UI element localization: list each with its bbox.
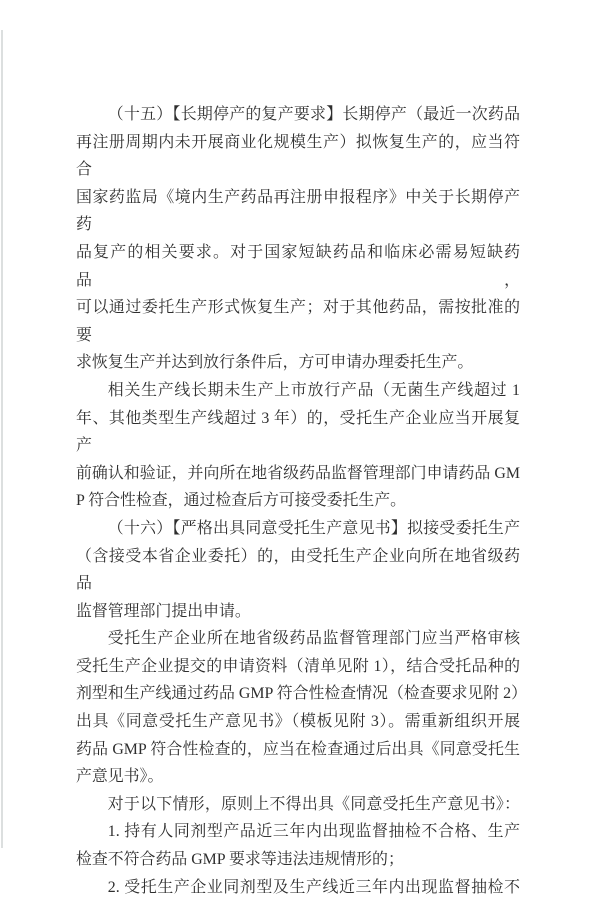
text-line: 2. 受托生产企业同剂型及生产线近三年内出现监督抽检不 — [107, 878, 520, 896]
text-line: （十六）【严格出具同意受托生产意见书】拟接受委托生产 — [107, 519, 520, 537]
text-line: 产意见书》。 — [76, 768, 164, 786]
text-line: 国家药监局《境内生产药品再注册申报程序》中关于长期停产药 — [76, 188, 520, 234]
text-line: 检查不符合药品 GMP 要求等违法违规情形的； — [76, 851, 404, 869]
text-line: （十五）【长期停产的复产要求】长期停产（最近一次药品 — [107, 106, 520, 123]
text-line: 年、其他类型生产线超过 3 年）的，受托生产企业应当开展复产 — [76, 409, 520, 455]
text-line: 出具《同意受托生产意见书》（模板见附 3）。需重新组织开展 — [76, 713, 520, 731]
text-line: 可以通过委托生产形式恢复生产；对于其他药品，需按批准的要 — [76, 299, 520, 344]
text-line: 对于以下情形，原则上不得出具《同意受托生产意见书》： — [107, 795, 520, 813]
text-line: 求恢复生产并达到放行条件后，方可申请办理委托生产。 — [76, 354, 474, 372]
text-line: P 符合性检查，通过检查后方可接受委托生产。 — [76, 492, 407, 510]
text-line: 再注册周期内未开展商业化规模生产）拟恢复生产的，应当符合 — [76, 133, 520, 179]
text-line: 受托生产企业所在地省级药品监督管理部门应当严格审核 — [107, 630, 520, 648]
document-text-block — [76, 101, 527, 901]
text-line: （含接受本省企业委托）的，由受托生产企业向所在地省级药品 — [76, 547, 520, 593]
text-line: 1. 持有人同剂型产品近三年内出现监督抽检不合格、生产 — [107, 823, 520, 841]
text-line: 剂型和生产线通过药品 GMP 符合性检查情况（检查要求见附 2） — [76, 685, 527, 703]
text-line: 监督管理部门提出申请。 — [76, 602, 251, 620]
text-line: 相关生产线长期未生产上市放行产品（无菌生产线超过 1 — [107, 381, 520, 399]
text-line: 前确认和验证，并向所在地省级药品监督管理部门申请药品 GM — [76, 464, 520, 482]
text-line: 品复产的相关要求。对于国家短缺药品和临床必需易短缺药品， — [76, 243, 520, 289]
text-line: 药品 GMP 符合性检查的，应当在检查通过后出具《同意受托生 — [76, 740, 520, 758]
scan-edge-shadow — [1, 30, 3, 848]
text-line: 受托生产企业提交的申请资料（清单见附 1），结合受托品种的 — [76, 657, 520, 675]
